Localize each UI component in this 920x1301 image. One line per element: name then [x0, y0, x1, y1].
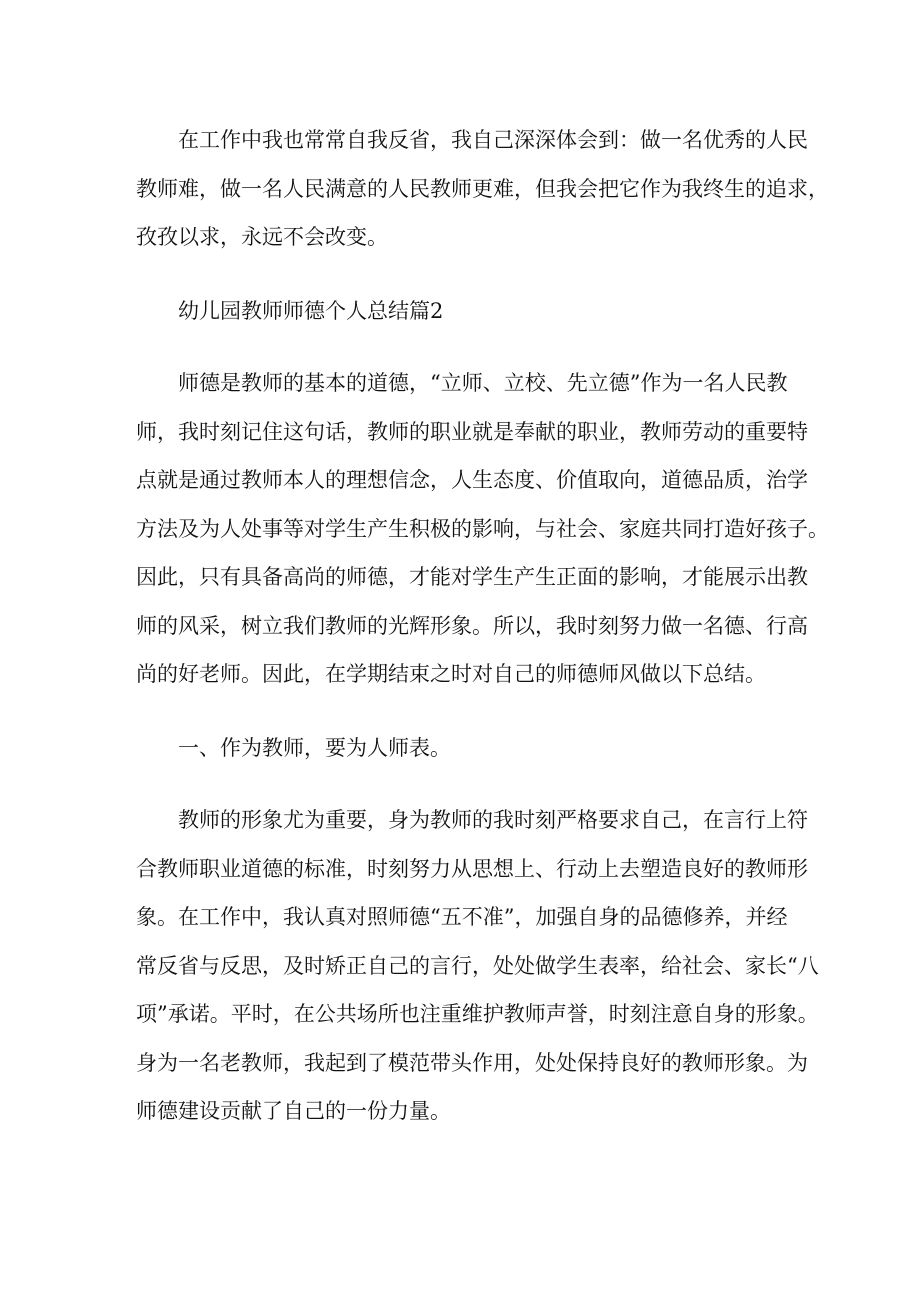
paragraph-self-reflection — [136, 116, 829, 262]
paragraph-line: 项”承诺。平时，在公共场所也注重维护教师声誉，时刻注意自身的形象。 — [136, 1002, 819, 1026]
paragraph-line: 合教师职业道德的标准，时刻努力从思想上、行动上去塑造良好的教师形 — [136, 856, 808, 881]
paragraph-line: 在工作中我也常常自我反省，我自己深深体会到：做一名优秀的人民 — [178, 128, 808, 152]
paragraph-line: 教师难，做一名人民满意的人民教师更难，但我会把它作为我终生的追求， — [136, 176, 829, 201]
paragraph-line: 身为一名老教师，我起到了模范带头作用，处处保持良好的教师形象。为 — [136, 1050, 808, 1075]
paragraph-line: 孜孜以求，永远不会改变。 — [136, 225, 388, 249]
paragraph-line: 师德是教师的基本的道德，“立师、立校、先立德”作为一名人民教 — [178, 371, 788, 395]
section-heading-role-model: 一、作为教师，要为人师表。 — [178, 735, 451, 760]
paragraph-line: 因此，只有具备高尚的师德，才能对学生产生正面的影响，才能展示出教 — [136, 565, 808, 589]
section-title-summary-2: 幼儿园教师师德个人总结篇2 — [178, 298, 444, 323]
paragraph-teacher-image — [136, 796, 819, 1136]
paragraph-line: 点就是通过教师本人的理想信念，人生态度、价值取向，道德品质，治学 — [136, 468, 808, 492]
paragraph-line: 师的风采，树立我们教师的光辉形象。所以，我时刻努力做一名德、行高 — [136, 613, 808, 638]
paragraph-line: 方法及为人处事等对学生产生积极的影响，与社会、家庭共同打造好孩子。 — [136, 516, 829, 541]
paragraph-line: 尚的好老师。因此，在学期结束之时对自己的师德师风做以下总结。 — [136, 662, 766, 686]
paragraph-line: 常反省与反思，及时矫正自己的言行，处处做学生表率，给社会、家长“八 — [136, 953, 819, 978]
document-body — [136, 116, 829, 1161]
paragraph-line: 象。在工作中，我认真对照师德“五不准”，加强自身的品德修养，并经 — [136, 905, 788, 929]
paragraph-line: 教师的形象尤为重要，身为教师的我时刻严格要求自己，在言行上符 — [178, 808, 808, 832]
paragraph-teacher-ethics — [136, 359, 829, 699]
paragraph-line: 师，我时刻记住这句话，教师的职业就是奉献的职业，教师劳动的重要特 — [136, 419, 808, 444]
paragraph-line: 师德建设贡献了自己的一份力量。 — [136, 1099, 451, 1123]
